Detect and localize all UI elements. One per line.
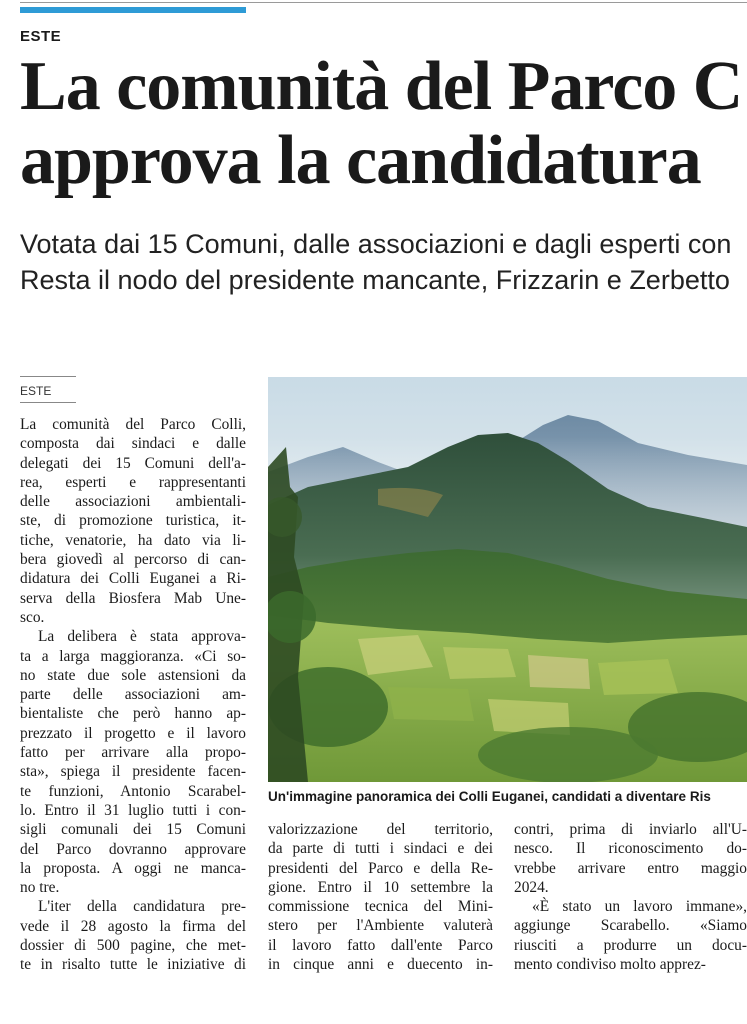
article-column-1 xyxy=(20,415,246,975)
text-line: in cinque anni e duecento in- xyxy=(268,956,493,974)
text-line: nesco. Il riconoscimento do- xyxy=(514,840,747,858)
text-line: bientaliste che però hanno ap- xyxy=(20,705,246,723)
text-line: stero per l'Ambiente valuterà xyxy=(268,917,493,935)
headline-line-2: approva la candidatura xyxy=(20,122,701,198)
text-line: commissione tecnica del Mini- xyxy=(268,898,493,916)
text-line: del Parco dovranno approvare xyxy=(20,840,246,858)
text-line: ta a larga maggioranza. «Ci so- xyxy=(20,647,246,665)
text-line: il lavoro fatto dall'ente Parco xyxy=(268,936,493,954)
text-line: parte delle associazioni am- xyxy=(20,686,246,704)
text-line: no state due sole astensioni da xyxy=(20,666,246,684)
text-line: te funzioni, Antonio Scarabel- xyxy=(20,782,246,800)
article-column-3 xyxy=(514,820,747,974)
text-line: ste, di promozione turistica, it- xyxy=(20,512,246,530)
text-line: gione. Entro il 10 settembre la xyxy=(268,878,493,896)
text-line: sco. xyxy=(20,608,45,626)
subheadline-line-1: Votata dai 15 Comuni, dalle associazioni e dagli esperti con xyxy=(20,229,732,259)
text-line: rea, esperti e rappresentanti xyxy=(20,473,246,491)
article-column-2 xyxy=(268,820,493,974)
text-line: La comunità del Parco Colli, xyxy=(20,416,246,433)
text-line: composta dai sindaci e dalle xyxy=(20,435,246,453)
text-line: da parte di tutti i sindaci e dei xyxy=(268,840,493,858)
subheadline-line-2: Resta il nodo del presidente mancante, Frizzarin e Zerbetto xyxy=(20,265,730,295)
text-line: didatura dei Colli Euganei a Ri- xyxy=(20,570,246,588)
landscape-photo xyxy=(268,377,747,782)
top-rule xyxy=(20,2,747,3)
text-line: vede il 28 agosto la firma del xyxy=(20,917,246,935)
text-line: «È stato un lavoro immane», xyxy=(532,898,747,916)
text-line: delle associazioni ambientali- xyxy=(20,493,246,511)
text-line: La delibera è stata approva- xyxy=(38,628,246,646)
text-line: vrebbe arrivare entro maggio xyxy=(514,859,747,877)
section-accent-bar xyxy=(20,7,246,13)
text-line: lo. Entro il 31 luglio tutti i con- xyxy=(20,801,246,819)
text-line: te in risalto tutte le iniziative di xyxy=(20,956,246,974)
text-line: no tre. xyxy=(20,879,60,897)
text-line: sigli comunali dei 15 Comuni xyxy=(20,821,246,839)
section-label: ESTE xyxy=(20,28,62,45)
text-line: prezzato il progetto e il lavoro xyxy=(20,724,246,742)
text-line: riusciti a produrre un docu- xyxy=(514,936,747,954)
text-line: la proposta. A oggi ne manca- xyxy=(20,859,246,877)
text-line: valorizzazione del territorio, xyxy=(268,821,493,838)
headline xyxy=(20,50,747,198)
text-line: 2024. xyxy=(514,878,549,896)
byline: ESTE xyxy=(20,384,52,398)
text-line: fatto per arrivare alla propo- xyxy=(20,744,246,762)
text-line: aggiunge Scarabello. «Siamo xyxy=(514,917,747,935)
text-line: sta», spiega il presidente facen- xyxy=(20,763,246,781)
byline-rule-top xyxy=(20,376,76,377)
text-line: serva della Biosfera Mab Une- xyxy=(20,589,246,607)
text-line: tiche, venatorie, ha dato via li- xyxy=(20,531,246,549)
text-line: delegati dei 15 Comuni dell'a- xyxy=(20,454,246,472)
headline-line-1: La comunità del Parco C xyxy=(20,50,743,125)
byline-rule-bottom xyxy=(20,402,76,403)
text-line: bera giovedì al percorso di can- xyxy=(20,551,246,569)
text-line: L'iter della candidatura pre- xyxy=(38,898,246,916)
text-line: mento condiviso molto apprez- xyxy=(514,956,706,974)
text-line: contri, prima di inviarlo all'U- xyxy=(514,821,747,838)
text-line: presidenti del Parco e della Re- xyxy=(268,859,493,877)
photo-caption: Un'immagine panoramica dei Colli Euganei, candidati a diventare Ris xyxy=(268,789,711,804)
subheadline xyxy=(20,226,747,298)
text-line: dossier di 500 pagine, che met- xyxy=(20,937,246,955)
